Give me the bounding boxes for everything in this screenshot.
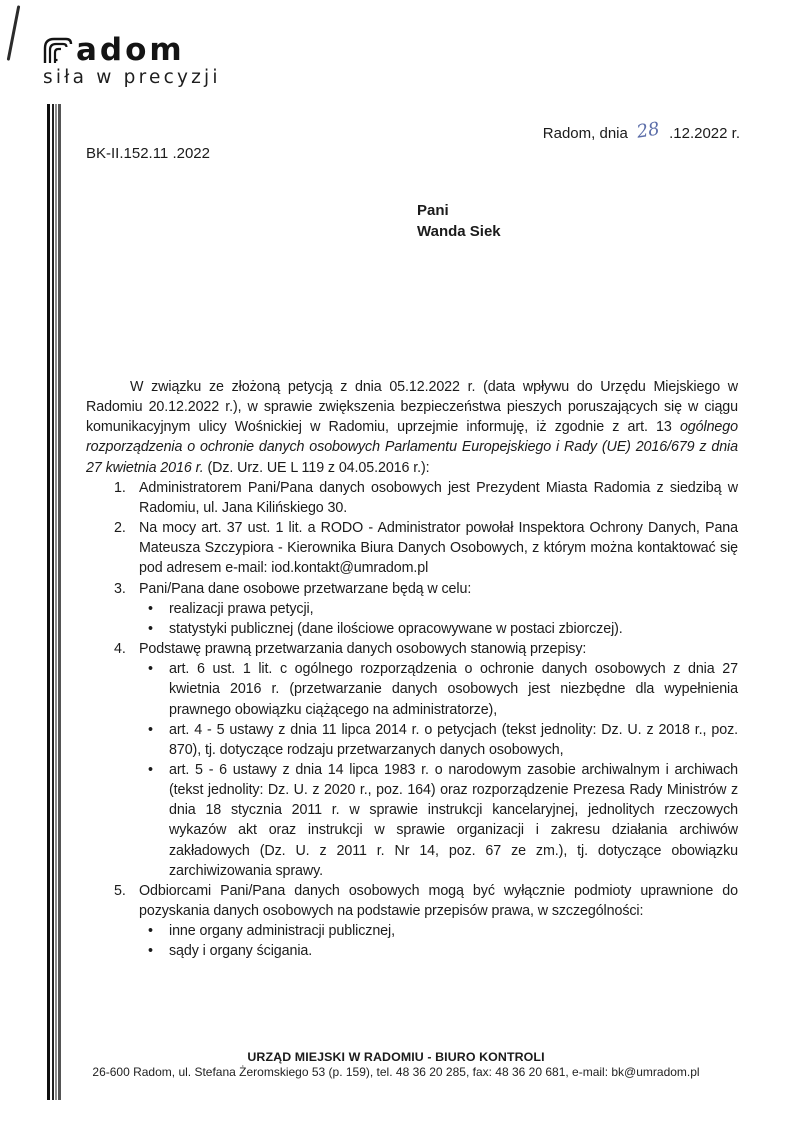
recipient-salutation: Pani [417, 202, 449, 219]
bullet-item [86, 941, 738, 961]
recipient-name: Wanda Siek [417, 223, 501, 240]
bullet-marker: • [148, 661, 153, 678]
list-item [86, 478, 738, 518]
list-item [86, 639, 738, 659]
handwritten-day: 28 [635, 118, 662, 143]
intro-italic-citation: ogólnego rozporządzenia o ochronie danych osobowych Parlamentu Europejskiego i Rady (UE) 2016/679 z dnia 27 kwietnia 2016 r. [86, 419, 738, 476]
binding-line [55, 104, 57, 1100]
list-item-number: 4. [114, 641, 126, 658]
bullet-marker: • [148, 600, 153, 617]
binding-line [47, 104, 50, 1100]
reference-number: BK-II.152.11 .2022 [86, 145, 210, 162]
radom-arcs-icon [43, 36, 73, 64]
recipient-block [417, 200, 501, 242]
bullet-marker: • [148, 721, 153, 738]
date-suffix: .12.2022 r. [669, 125, 740, 142]
bullet-item [86, 659, 738, 719]
footer-office: URZĄD MIEJSKI W RADOMIU - BIURO KONTROLI [247, 1050, 545, 1064]
binding-line [52, 104, 54, 1100]
list-item-text: Podstawę prawną przetwarzania danych osobowych stanowią przepisy: [139, 641, 587, 658]
bullet-text: sądy i organy ścigania. [169, 943, 313, 960]
bullet-marker: • [148, 761, 153, 778]
date-line [542, 118, 740, 143]
bullet-item [86, 619, 738, 639]
bullet-marker: • [148, 943, 153, 960]
list-item [86, 881, 738, 921]
bullet-item [86, 921, 738, 941]
date-prefix: Radom, dnia [542, 125, 628, 142]
bullet-text: realizacji prawa petycji, [169, 600, 314, 617]
radom-logo [43, 32, 221, 88]
footer-address: 26-600 Radom, ul. Stefana Żeromskiego 53 (p. 159), tel. 48 36 20 285, fax: 48 36 20 681, e-mail: bk@umradom.pl [92, 1065, 700, 1079]
bullet-text: inne organy administracji publicznej, [169, 923, 395, 940]
bullet-item [86, 760, 738, 881]
footer [56, 1050, 736, 1079]
list-item [86, 579, 738, 599]
list-item [86, 518, 738, 578]
letter-body [86, 377, 738, 962]
logo-wordmark: adom [76, 32, 185, 68]
bullet-text: art. 5 - 6 ustawy z dnia 14 lipca 1983 r. o narodowym zasobie archiwalnym i archiwach (tekst jednolity: Dz. U. z 2020 r., poz. 164) oraz rozporządzenie Prezesa Rady Ministrów z dnia 18 stycznia 2011 r. w sprawie instrukcji kancelaryjnej, jednolitych rzeczowych wykazów akt oraz instrukcji w sprawie organizacji i zakresu działania archiwów zakładowych (Dz. U. z 2011 r. Nr 14, poz. 67 ze zm.), tj. dotyczące obowiązku zarchiwizowania sprawy. [169, 761, 738, 879]
bullet-text: art. 4 - 5 ustawy z dnia 11 lipca 2014 r. o petycjach (tekst jednolity: Dz. U. z 2018 r., poz. 870), tj. dotyczące rodzaju przetwarzanych danych osobowych, [169, 721, 738, 758]
numbered-list [86, 478, 738, 962]
list-item-text: Na mocy art. 37 ust. 1 lit. a RODO - Administrator powołał Inspektora Ochrony Danych, Pana Mateusza Szczypiora - Kierownika Biura Danych Osobowych, z którym można kontaktować się pod adresem e-mail: iod.kontakt@umradom.pl [139, 520, 738, 577]
bullet-marker: • [148, 620, 153, 637]
bullet-item [86, 599, 738, 619]
logo-row [43, 32, 221, 68]
intro-paragraph [86, 377, 738, 478]
bullet-item [86, 720, 738, 760]
intro-part1: W związku ze złożoną petycją z dnia 05.12.2022 r. (data wpływu do Urzędu Miejskiego w Radomiu 20.12.2022 r.), w sprawie zwiększenia bezpieczeństwa pieszych poruszających się w ciągu komunikacyjnym ulicy Wośnickiej w Radomiu, uprzejmie informuję, iż zgodnie z art. 13 [86, 379, 738, 436]
bullet-marker: • [148, 923, 153, 940]
pen-slash-mark [7, 5, 20, 60]
list-item-number: 2. [114, 520, 126, 537]
bullet-text: statystyki publicznej (dane ilościowe opracowywane w postaci zbiorczej). [169, 620, 623, 637]
bullet-text: art. 6 ust. 1 lit. c ogólnego rozporządzenia o ochronie danych osobowych z dnia 27 kwietnia 2016 r. (przetwarzanie danych osobowych jest niezbędne dla wypełnienia prawnego obowiązku ciążącego na administratorze), [169, 661, 738, 718]
list-item-number: 5. [114, 882, 126, 899]
logo-tagline: siła w precyzji [43, 67, 221, 88]
list-item-number: 3. [114, 580, 126, 597]
intro-part2: (Dz. Urz. UE L 119 z 04.05.2016 r.): [203, 459, 430, 476]
list-item-number: 1. [114, 479, 126, 496]
list-item-text: Odbiorcami Pani/Pana danych osobowych mogą być wyłącznie podmioty uprawnione do pozyskania danych osobowych na podstawie przepisów prawa, w szczególności: [139, 882, 738, 920]
binding-line [58, 104, 61, 1100]
list-item-text: Administratorem Pani/Pana danych osobowych jest Prezydent Miasta Radomia z siedzibą w Radomiu, ul. Jana Kilińskiego 30. [139, 479, 738, 516]
list-item-text: Pani/Pana dane osobowe przetwarzane będą w celu: [139, 580, 472, 597]
left-binding-lines [47, 104, 63, 1100]
